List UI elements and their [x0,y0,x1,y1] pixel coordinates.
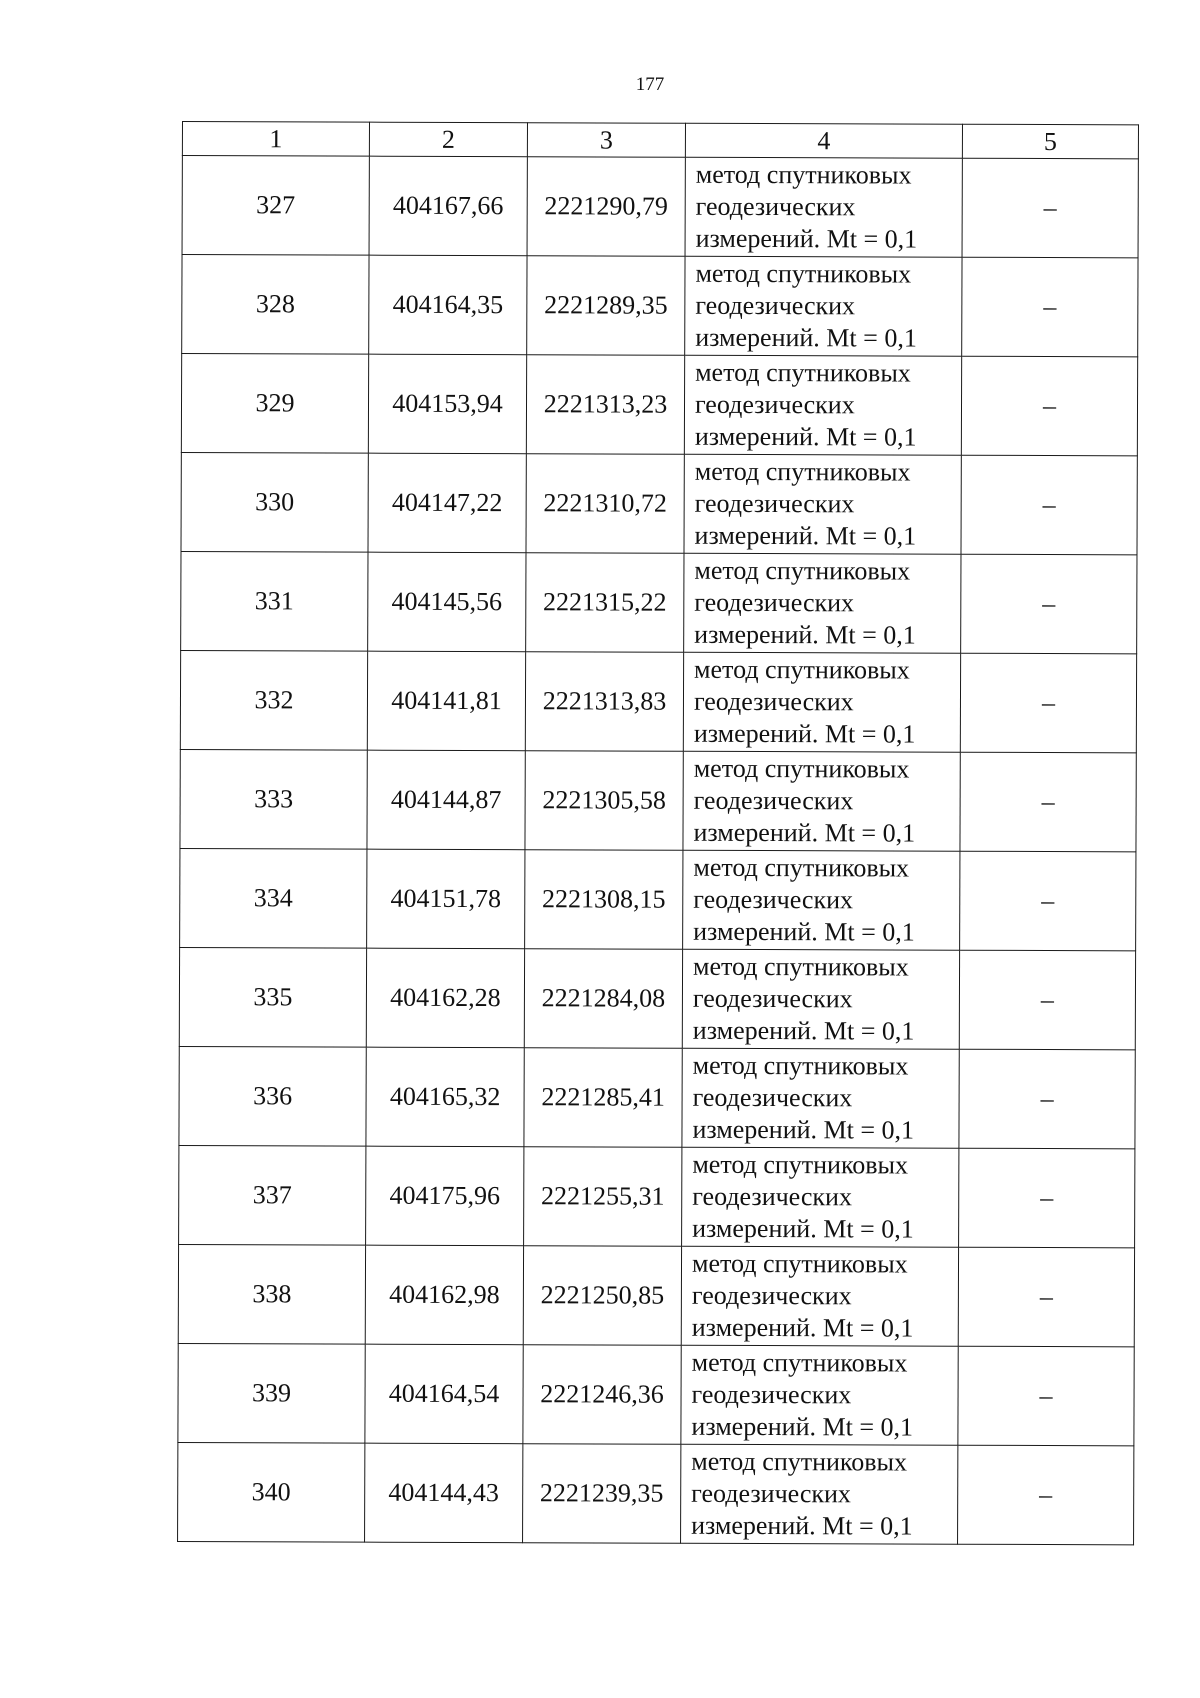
table-cell-c1: 336 [179,1046,366,1146]
method-text-line: измерений. Mt = 0,1 [691,1411,914,1442]
method-text-line: метод спутниковых [693,753,910,784]
method-text-line: измерений. Mt = 0,1 [692,1015,915,1046]
table-cell-c2: 404164,35 [369,255,527,355]
method-text-line: геодезических [691,1379,852,1410]
table-row [181,452,1137,554]
table-cell-c1: 329 [181,354,368,454]
header-cell: 3 [527,123,685,158]
table-cell-method [683,850,960,950]
table-cell-c3: 2221284,08 [524,949,682,1049]
method-text-line: геодезических [692,983,853,1014]
method-text-line: измерений. Mt = 0,1 [695,322,917,353]
table-cell-c2: 404162,28 [366,948,524,1048]
table-cell-c1: 328 [182,255,369,355]
method-text-line: геодезических [691,1478,851,1509]
table-row [179,947,1135,1049]
table-cell-c5: – [961,554,1137,654]
table-cell-c5: – [959,950,1135,1050]
table-cell-c3: 2221250,85 [523,1246,681,1346]
table-cell-c5: – [958,1445,1134,1545]
method-text-line: геодезических [694,587,855,618]
table-row [179,1145,1135,1247]
table-cell-method [683,652,960,752]
table-cell-c2: 404141,81 [367,651,525,751]
method-text-line: измерений. Mt = 0,1 [692,1114,915,1145]
header-cell: 4 [685,123,962,158]
table-cell-method [682,1147,959,1247]
table-cell-c1: 333 [180,749,367,849]
table-row [180,749,1136,851]
table-cell-c2: 404145,56 [368,552,526,652]
table-cell-c2: 404167,66 [369,156,527,256]
table-cell-c1: 331 [181,551,368,651]
table-cell-c3: 2221255,31 [524,1147,682,1247]
method-text-line: метод спутниковых [692,1149,909,1180]
table-cell-c2: 404151,78 [367,849,525,949]
method-text-line: метод спутниковых [693,951,909,982]
table-cell-c2: 404153,94 [368,354,526,454]
table-cell-c5: – [959,1049,1135,1149]
header-cell: 5 [962,124,1138,159]
method-text-line: метод спутниковых [695,357,911,388]
table-row [178,1343,1134,1445]
method-text-line: геодезических [694,389,855,420]
table-cell-method [681,1444,958,1544]
table-body [178,156,1139,1545]
method-text-line: измерений. Mt = 0,1 [694,619,916,650]
table-cell-c3: 2221285,41 [524,1048,682,1148]
table-cell-c3: 2221246,36 [523,1345,681,1445]
table-cell-c5: – [960,752,1136,852]
method-text-line: метод спутниковых [693,852,910,883]
table-cell-c5: – [961,356,1137,456]
table-cell-c3: 2221305,58 [525,751,683,851]
table-cell-c3: 2221315,22 [526,553,684,653]
table-row [178,1442,1134,1544]
table-cell-method [684,553,961,653]
table-row [178,1244,1134,1346]
table-cell-method [682,949,959,1049]
method-text-line: метод спутниковых [691,1347,908,1378]
table-cell-c5: – [961,455,1137,555]
method-text-line: измерений. Mt = 0,1 [692,1213,914,1244]
table-cell-c1: 340 [178,1442,365,1542]
method-text-line: метод спутниковых [694,654,910,685]
table-cell-method [683,751,960,851]
table-cell-c1: 335 [179,947,366,1047]
method-text-line: метод спутниковых [691,1446,908,1477]
table-cell-c3: 2221290,79 [527,157,685,257]
method-text-line: измерений. Mt = 0,1 [693,817,916,848]
table-cell-c2: 404144,43 [365,1443,523,1543]
method-text-line: измерений. Mt = 0,1 [691,1312,914,1343]
table-cell-c1: 327 [182,156,369,256]
table-header-row [182,122,1138,159]
table-row [180,650,1136,752]
table-cell-c2: 404147,22 [368,453,526,553]
method-text-line: измерений. Mt = 0,1 [695,223,918,254]
table-cell-c5: – [958,1346,1134,1446]
method-text-line: геодезических [695,191,856,222]
method-text-line: метод спутниковых [695,159,912,190]
page-number: 177 [635,74,665,95]
method-text-line: геодезических [692,1181,853,1212]
method-text-line: измерений. Mt = 0,1 [693,718,916,749]
table-row [182,255,1138,357]
method-text-line: метод спутниковых [695,258,912,289]
method-text-line: измерений. Mt = 0,1 [691,1510,913,1541]
table-cell-c2: 404175,96 [366,1146,524,1246]
method-text-line: геодезических [693,884,854,915]
table-cell-method [684,355,961,455]
table-cell-c3: 2221289,35 [527,256,685,356]
method-text-line: метод спутниковых [691,1248,908,1279]
table-cell-c2: 404165,32 [366,1047,524,1147]
table-cell-c3: 2221308,15 [525,850,683,950]
table-cell-method [684,454,961,554]
table-cell-c3: 2221239,35 [523,1444,681,1544]
table-cell-c1: 339 [178,1343,365,1443]
table-cell-c1: 334 [180,848,367,948]
table-cell-method [681,1246,958,1346]
coordinates-table [177,121,1139,1545]
method-text-line: измерений. Mt = 0,1 [694,421,917,452]
table-cell-c2: 404162,98 [365,1245,523,1345]
table-cell-c1: 338 [178,1244,365,1344]
method-text-line: измерений. Mt = 0,1 [694,520,917,551]
table-cell-c5: – [962,257,1138,357]
method-text-line: геодезических [692,1082,853,1113]
method-text-line: метод спутниковых [692,1050,909,1081]
table-cell-c3: 2221310,72 [526,454,684,554]
table-cell-c5: – [960,653,1136,753]
method-text-line: геодезических [693,686,854,717]
table-row [179,1046,1135,1148]
table-cell-c5: – [958,1247,1134,1347]
method-text-line: геодезических [695,290,856,321]
method-text-line: метод спутниковых [694,555,911,586]
table-row [181,354,1137,456]
method-text-line: метод спутниковых [694,456,911,487]
header-cell: 2 [369,122,527,157]
table-cell-c5: – [962,158,1138,258]
method-text-line: измерений. Mt = 0,1 [693,916,915,947]
table-row [181,551,1137,653]
table-row [180,848,1136,950]
method-text-line: геодезических [691,1280,852,1311]
table-cell-c3: 2221313,83 [525,652,683,752]
header-cell: 1 [182,122,369,157]
table-cell-method [685,256,962,356]
table-cell-method [685,157,962,257]
table-cell-c1: 332 [180,650,367,750]
table-cell-c2: 404164,54 [365,1344,523,1444]
method-text-line: геодезических [694,488,855,519]
table-cell-c5: – [959,1148,1135,1248]
table-cell-method [682,1048,959,1148]
table-cell-method [681,1345,958,1445]
method-text-line: геодезических [693,785,854,816]
table-cell-c1: 330 [181,452,368,552]
table-cell-c2: 404144,87 [367,750,525,850]
table-row [182,156,1138,258]
table-cell-c3: 2221313,23 [526,355,684,455]
table-cell-c5: – [960,851,1136,951]
table-cell-c1: 337 [179,1145,366,1245]
